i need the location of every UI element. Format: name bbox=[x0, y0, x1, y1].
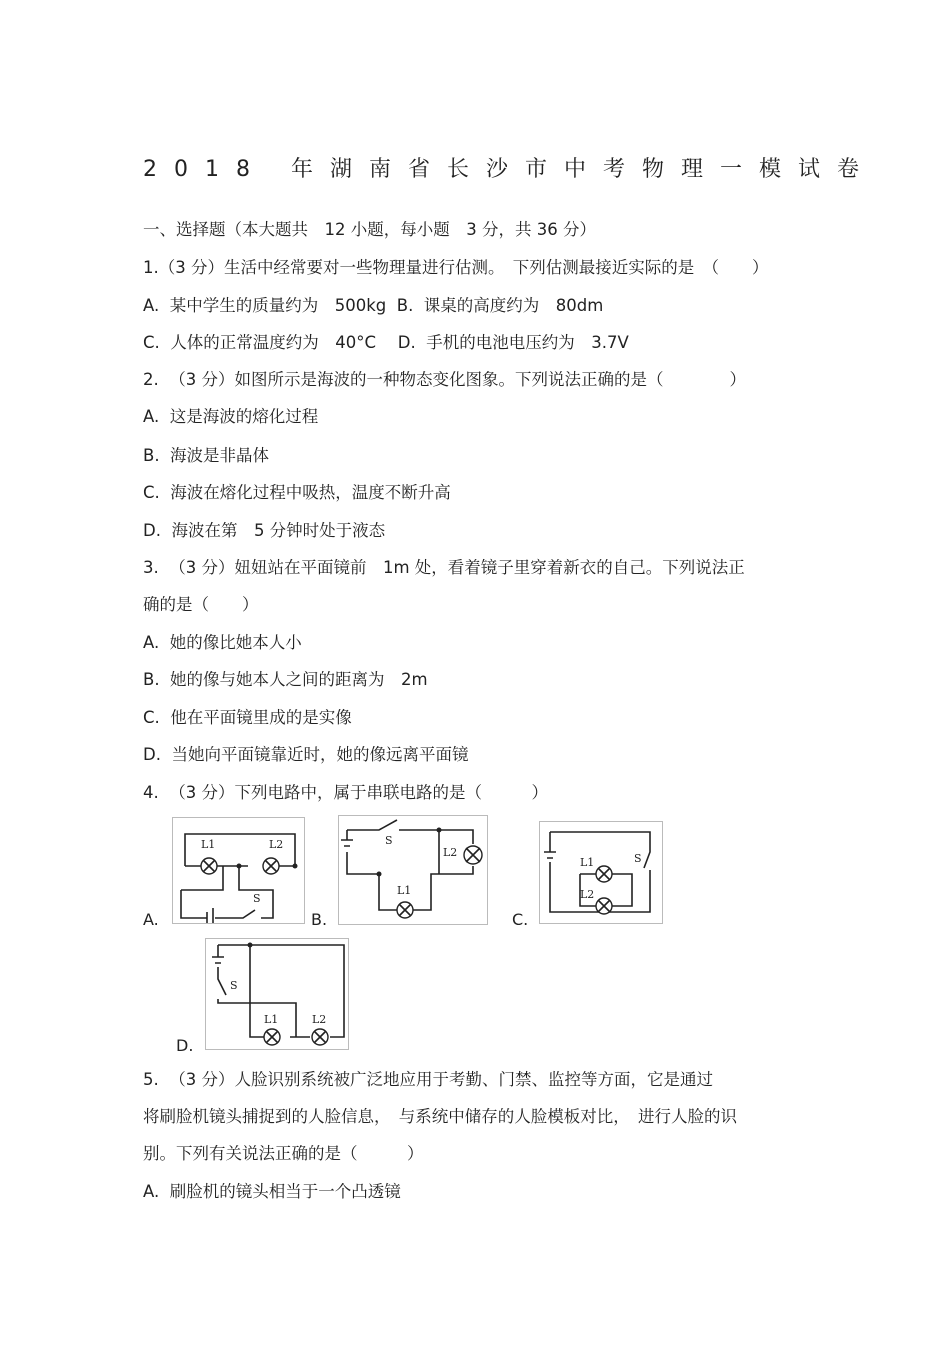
circuit-c-label-l2: L2 bbox=[580, 888, 595, 901]
circuit-b-label-l1: L1 bbox=[397, 884, 412, 897]
q4-label-b: B. bbox=[311, 910, 328, 929]
page-title: 2018 年湖南省长沙市中考物理一模试卷 bbox=[143, 157, 876, 182]
circuit-diagram-d bbox=[205, 938, 349, 1050]
q2-option-c: C. 海波在熔化过程中吸热，温度不断升高 bbox=[143, 483, 451, 502]
section-heading: 一、选择题（本大题共 12 小题，每小题 3 分，共 36 分） bbox=[143, 220, 596, 239]
circuit-d-label-s: S bbox=[230, 979, 238, 992]
q2-option-b: B. 海波是非晶体 bbox=[143, 446, 270, 465]
q5-stem-line2: 将刷脸机镜头捕捉到的人脸信息， 与系统中储存的人脸模板对比， 进行人脸的识 bbox=[143, 1107, 737, 1126]
q2-option-a: A. 这是海波的熔化过程 bbox=[143, 407, 319, 426]
circuit-b-label-s: S bbox=[385, 834, 393, 847]
q5-stem-line1: 5. （3 分）人脸识别系统被广泛地应用于考勤、门禁、监控等方面，它是通过 bbox=[143, 1070, 713, 1089]
q4-stem: 4. （3 分）下列电路中，属于串联电路的是（ ） bbox=[143, 783, 548, 802]
circuit-diagram-c bbox=[539, 821, 663, 924]
q4-label-a: A. bbox=[143, 910, 159, 929]
circuit-diagram-b bbox=[338, 815, 488, 925]
circuit-a-label-s: S bbox=[253, 892, 261, 905]
circuit-c-label-s: S bbox=[634, 852, 642, 865]
circuit-diagram-a bbox=[172, 817, 305, 924]
q5-option-a: A. 刷脸机的镜头相当于一个凸透镜 bbox=[143, 1182, 401, 1201]
circuit-b-label-l2: L2 bbox=[443, 846, 458, 859]
circuit-a-label-l2: L2 bbox=[269, 838, 284, 851]
q2-option-d: D. 海波在第 5 分钟时处于液态 bbox=[143, 521, 386, 540]
circuit-d-label-l1: L1 bbox=[264, 1013, 279, 1026]
q3-stem-line2: 确的是（ ） bbox=[143, 595, 259, 614]
q3-option-b: B. 她的像与她本人之间的距离为 2m bbox=[143, 670, 428, 689]
q3-stem-line1: 3. （3 分）妞妞站在平面镜前 1m 处，看着镜子里穿着新衣的自己。下列说法正 bbox=[143, 558, 745, 577]
q5-stem-line3: 别。下列有关说法正确的是（ ） bbox=[143, 1144, 424, 1163]
q1-options-ab: A. 某中学生的质量约为 500kg B. 课桌的高度约为 80dm bbox=[143, 296, 604, 315]
q3-option-c: C. 他在平面镜里成的是实像 bbox=[143, 708, 352, 727]
circuit-d-label-l2: L2 bbox=[312, 1013, 327, 1026]
q2-stem: 2. （3 分）如图所示是海波的一种物态变化图象。下列说法正确的是（ ） bbox=[143, 370, 746, 389]
q4-label-c: C. bbox=[512, 910, 529, 929]
q3-option-a: A. 她的像比她本人小 bbox=[143, 633, 302, 652]
circuit-a-label-l1: L1 bbox=[201, 838, 216, 851]
q3-option-d: D. 当她向平面镜靠近时，她的像远离平面镜 bbox=[143, 745, 469, 764]
q1-stem: 1.（3 分）生活中经常要对一些物理量进行估测。 下列估测最接近实际的是 （ ） bbox=[143, 258, 769, 277]
circuit-c-label-l1: L1 bbox=[580, 856, 595, 869]
q1-options-cd: C. 人体的正常温度约为 40°C D. 手机的电池电压约为 3.7V bbox=[143, 333, 629, 352]
q4-label-d: D. bbox=[176, 1036, 194, 1055]
